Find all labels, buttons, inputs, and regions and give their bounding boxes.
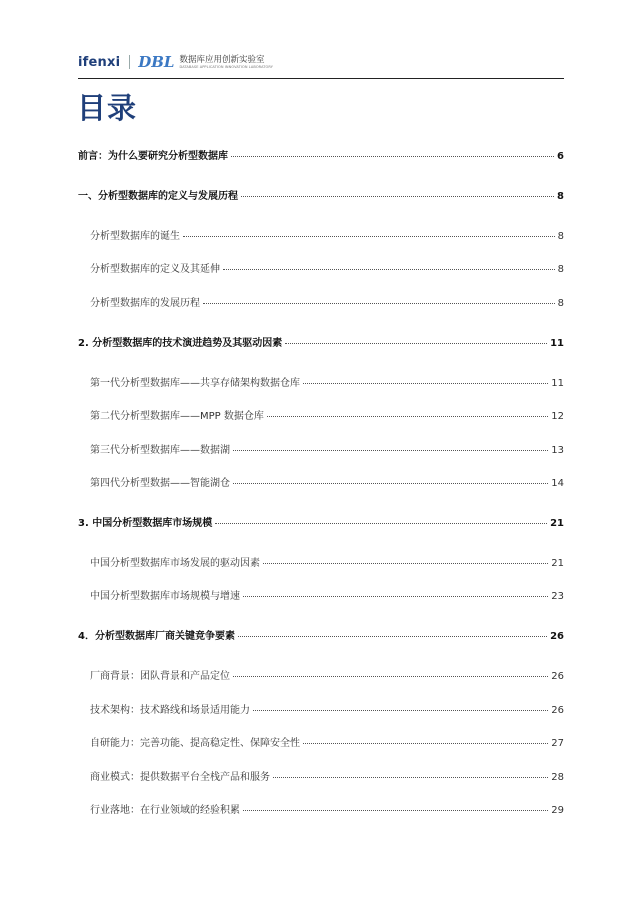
toc-entry-label: 第三代分析型数据库——数据湖: [90, 445, 230, 456]
toc-leader-dots: [285, 343, 547, 344]
toc-leader-dots: [233, 676, 548, 677]
toc-entry-preface[interactable]: [78, 147, 564, 163]
toc-page-number: 6: [557, 151, 564, 162]
toc-entry-label: 行业落地：在行业领域的经验积累: [90, 805, 240, 816]
toc-leader-dots: [233, 450, 548, 451]
toc-page-number: 26: [551, 705, 564, 716]
toc-page-number: 26: [551, 671, 564, 682]
toc-entry-label: 一、分析型数据库的定义与发展历程: [78, 191, 238, 202]
toc-page-number: 8: [557, 231, 564, 242]
toc-entry-label: 第一代分析型数据库——共享存储架构数据仓库: [90, 378, 300, 389]
toc-leader-dots: [215, 523, 547, 524]
toc-entry-section[interactable]: [90, 441, 564, 457]
toc-entry-section[interactable]: [90, 474, 564, 490]
toc-page-number: 8: [557, 298, 564, 309]
toc-entry-label: 中国分析型数据库市场规模与增速: [90, 591, 240, 602]
toc-leader-dots: [233, 483, 548, 484]
toc-entry-section[interactable]: [90, 587, 564, 603]
toc-entry-label: 分析型数据库的诞生: [90, 231, 180, 242]
toc-page-number: 12: [551, 411, 564, 422]
toc-entry-label: 第四代分析型数据——智能湖仓: [90, 478, 230, 489]
toc-leader-dots: [223, 269, 555, 270]
toc-leader-dots: [241, 196, 554, 197]
toc-entry-label: 4．分析型数据库厂商关键竞争要素: [78, 631, 235, 642]
toc-entry-section[interactable]: [90, 374, 564, 390]
toc-entry-section[interactable]: [90, 667, 564, 683]
toc-entry-label: 厂商背景：团队背景和产品定位: [90, 671, 230, 682]
toc-leader-dots: [267, 416, 548, 417]
toc-entry-label: 中国分析型数据库市场发展的驱动因素: [90, 558, 260, 569]
toc-entry-section[interactable]: [90, 801, 564, 817]
toc-leader-dots: [253, 710, 548, 711]
toc-entry-chapter-1[interactable]: [78, 187, 564, 203]
lab-name-en: DATABASE APPLICATION INNOVATION LABORATORY: [179, 64, 273, 69]
toc-leader-dots: [263, 563, 548, 564]
toc-leader-dots: [238, 636, 547, 637]
toc-page-number: 29: [551, 805, 564, 816]
ifenxi-logo: ifenxi: [78, 54, 121, 70]
toc-entry-label: 分析型数据库的发展历程: [90, 298, 200, 309]
toc-entry-label: 3. 中国分析型数据库市场规模: [78, 518, 213, 529]
toc-page-number: 27: [551, 738, 564, 749]
toc-entry-section[interactable]: [90, 260, 564, 276]
lab-name: 数据库应用创新实验室: [179, 54, 265, 65]
toc-leader-dots: [273, 777, 548, 778]
toc-page-number: 11: [551, 378, 564, 389]
lab-name-block: [179, 55, 272, 70]
toc-entry-label: 前言：为什么要研究分析型数据库: [78, 151, 228, 162]
toc-leader-dots: [243, 596, 548, 597]
header-rule: [78, 78, 564, 79]
toc-entry-section[interactable]: [90, 734, 564, 750]
toc-entry-section[interactable]: [90, 227, 564, 243]
toc-entry-label: 2. 分析型数据库的技术演进趋势及其驱动因素: [78, 338, 283, 349]
toc-page-number: 21: [551, 558, 564, 569]
toc-entry-section[interactable]: [90, 554, 564, 570]
toc-entry-section[interactable]: [90, 407, 564, 423]
toc-page-number: 26: [550, 631, 564, 642]
toc-page-number: 8: [557, 191, 564, 202]
toc-entry-section[interactable]: [90, 768, 564, 784]
toc-entry-label: 分析型数据库的定义及其延伸: [90, 264, 220, 275]
dbl-logo: DBL: [138, 53, 175, 71]
toc-page-number: 14: [551, 478, 564, 489]
toc-page-number: 13: [551, 445, 564, 456]
report-header: [78, 51, 273, 73]
toc-leader-dots: [303, 743, 548, 744]
toc-entry-label: 商业模式：提供数据平台全栈产品和服务: [90, 772, 270, 783]
logo-divider: [129, 55, 130, 69]
toc-page-number: 28: [551, 772, 564, 783]
toc-entry-section[interactable]: [90, 701, 564, 717]
toc-page-number: 11: [550, 338, 564, 349]
toc-entry-label: 技术架构：技术路线和场景适用能力: [90, 705, 250, 716]
toc-entry-chapter-4[interactable]: [78, 627, 564, 643]
toc-leader-dots: [183, 236, 555, 237]
page-title: 目录: [77, 91, 138, 125]
toc-entry-label: 自研能力：完善功能、提高稳定性、保障安全性: [90, 738, 300, 749]
toc-entry-label: 第二代分析型数据库——MPP 数据仓库: [90, 411, 264, 422]
toc-leader-dots: [203, 303, 555, 304]
toc-leader-dots: [231, 156, 554, 157]
toc-entry-section[interactable]: [90, 294, 564, 310]
toc-entry-chapter-3[interactable]: [78, 514, 564, 530]
toc-page-number: 23: [551, 591, 564, 602]
toc-page-number: 21: [550, 518, 564, 529]
toc-page-number: 8: [557, 264, 564, 275]
toc-leader-dots: [243, 810, 548, 811]
toc-leader-dots: [303, 383, 548, 384]
toc-entry-chapter-2[interactable]: [78, 334, 564, 350]
